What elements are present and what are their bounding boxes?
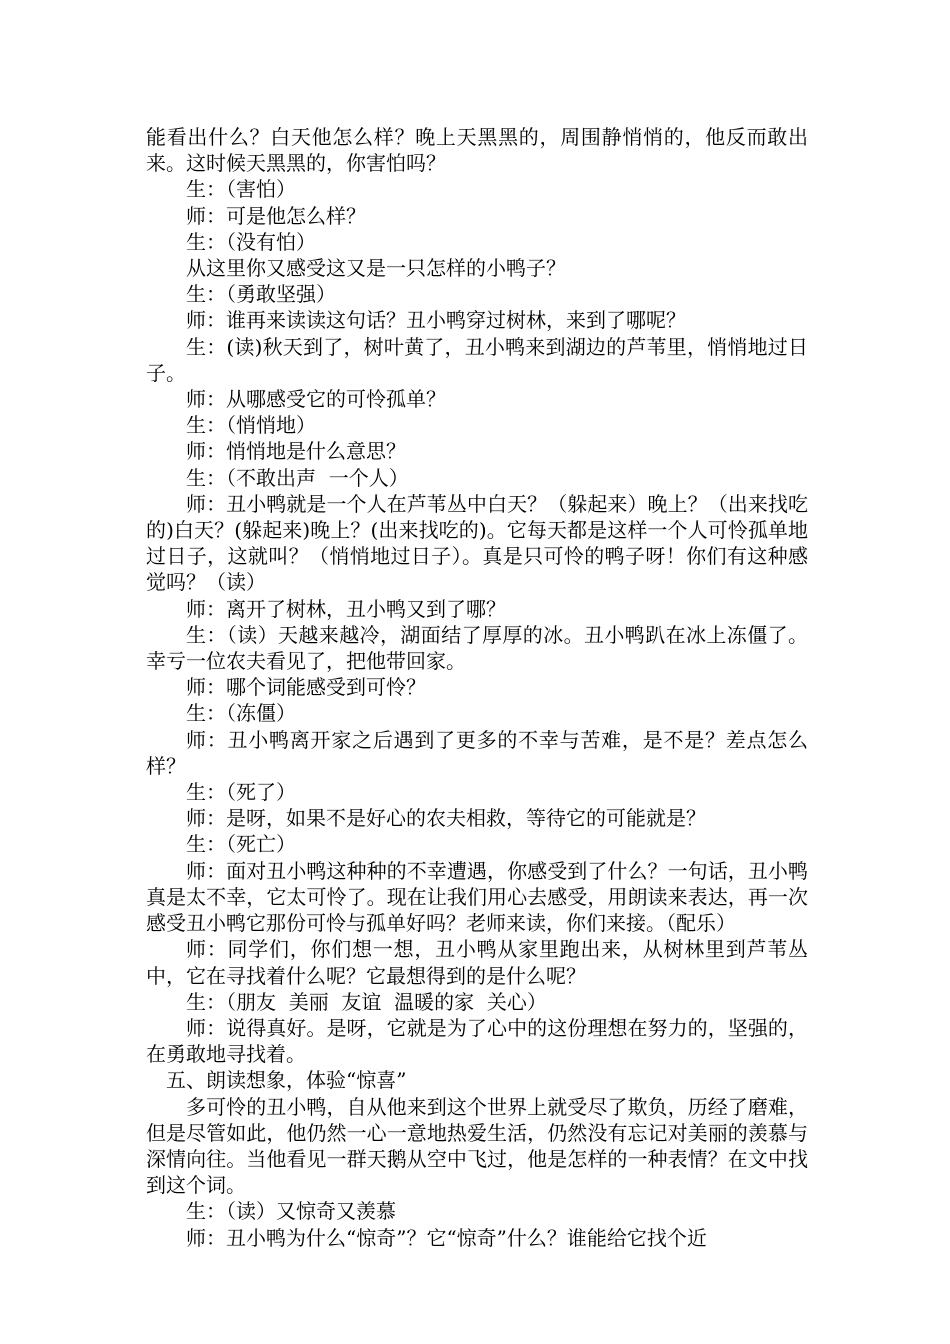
- paragraph: 生：（勇敢坚强）: [186, 282, 336, 307]
- paragraph: 师：悄悄地是什么意思？: [186, 439, 406, 464]
- paragraph: 生：（朋友 美丽 友谊 温暖的家 关心）: [186, 989, 547, 1014]
- paragraph: 生：（死亡）: [186, 832, 296, 857]
- paragraph: 师：丑小鸭离开家之后遇到了更多的不幸与苦难，是不是？差点怎么样？: [146, 727, 808, 778]
- paragraph: 师：从哪感受它的可怜孤单？: [186, 387, 446, 412]
- paragraph: 师：谁再来读读这句话？丑小鸭穿过树林，来到了哪呢？: [186, 308, 686, 333]
- paragraph: 师：离开了树林，丑小鸭又到了哪？: [186, 596, 506, 621]
- paragraph: 生：（没有怕）: [186, 229, 316, 254]
- document-body: [146, 124, 808, 1251]
- paragraph: 从这里你又感受这又是一只怎样的小鸭子？: [186, 256, 566, 281]
- paragraph: 师：丑小鸭就是一个人在芦苇丛中白天？（躲起来）晚上？（出来找吃的)白天？(躲起来)晚上？(出来找吃的)。它每天都是这样一个人可怜孤单地过日子，这就叫？（悄悄地过日子）。真是只可怜的鸭子呀！你们有这种感觉吗？（读）: [146, 491, 808, 595]
- paragraph: 师：说得真好。是呀，它就是为了心中的这份理想在努力的，坚强的，在勇敢地寻找着。: [146, 1015, 808, 1067]
- paragraph: 师：可是他怎么样？: [186, 203, 366, 228]
- paragraph: 能看出什么？白天他怎么样？晚上天黑黑的，周围静悄悄的，他反而敢出来。这时候天黑黑的，你害怕吗？: [146, 125, 808, 176]
- paragraph: 师：面对丑小鸭这种种的不幸遭遇，你感受到了什么？一句话，丑小鸭真是太不幸，它太可怜了。现在让我们用心去感受，用朗读来表达，再一次感受丑小鸭它那份可怜与孤单好吗？老师来读，你们来接。（配乐）: [146, 858, 808, 936]
- paragraph: 师：丑小鸭为什么“惊奇”？它“惊奇”什么？谁能给它找个近: [186, 1225, 707, 1250]
- paragraph: 师：同学们，你们想一想，丑小鸭从家里跑出来，从树林里到芦苇丛中，它在寻找着什么呢？它最想得到的是什么呢？: [146, 937, 808, 988]
- paragraph: 生：（悄悄地）: [186, 413, 316, 438]
- paragraph: 生：（冻僵）: [186, 701, 296, 726]
- paragraph: 生：（害怕）: [186, 177, 296, 202]
- paragraph: 生：（死了）: [186, 780, 296, 805]
- paragraph: 师：是呀，如果不是好心的农夫相救，等待它的可能就是？: [186, 806, 706, 831]
- paragraph: 生：（读）又惊奇又羡慕: [186, 1199, 396, 1224]
- paragraph: 多可怜的丑小鸭，自从他来到这个世界上就受尽了欺负，历经了磨难，但是尽管如此，他仍然一心一意地热爱生活，仍然没有忘记对美丽的羡慕与深情向往。当他看见一群天鹅从空中飞过，他是怎样的一种表情？在文中找到这个词。: [146, 1094, 808, 1198]
- paragraph: 生：（不敢出声 一个人）: [186, 465, 409, 490]
- paragraph: 生：(读)秋天到了，树叶黄了，丑小鸭来到湖边的芦苇里，悄悄地过日子。: [146, 334, 808, 385]
- paragraph: 五、朗读想象，体验“惊喜”: [166, 1068, 407, 1093]
- paragraph: 师：哪个词能感受到可怜？: [186, 675, 426, 700]
- paragraph: 生：（读）天越来越冷，湖面结了厚厚的冰。丑小鸭趴在冰上冻僵了。幸亏一位农夫看见了，把他带回家。: [146, 622, 808, 674]
